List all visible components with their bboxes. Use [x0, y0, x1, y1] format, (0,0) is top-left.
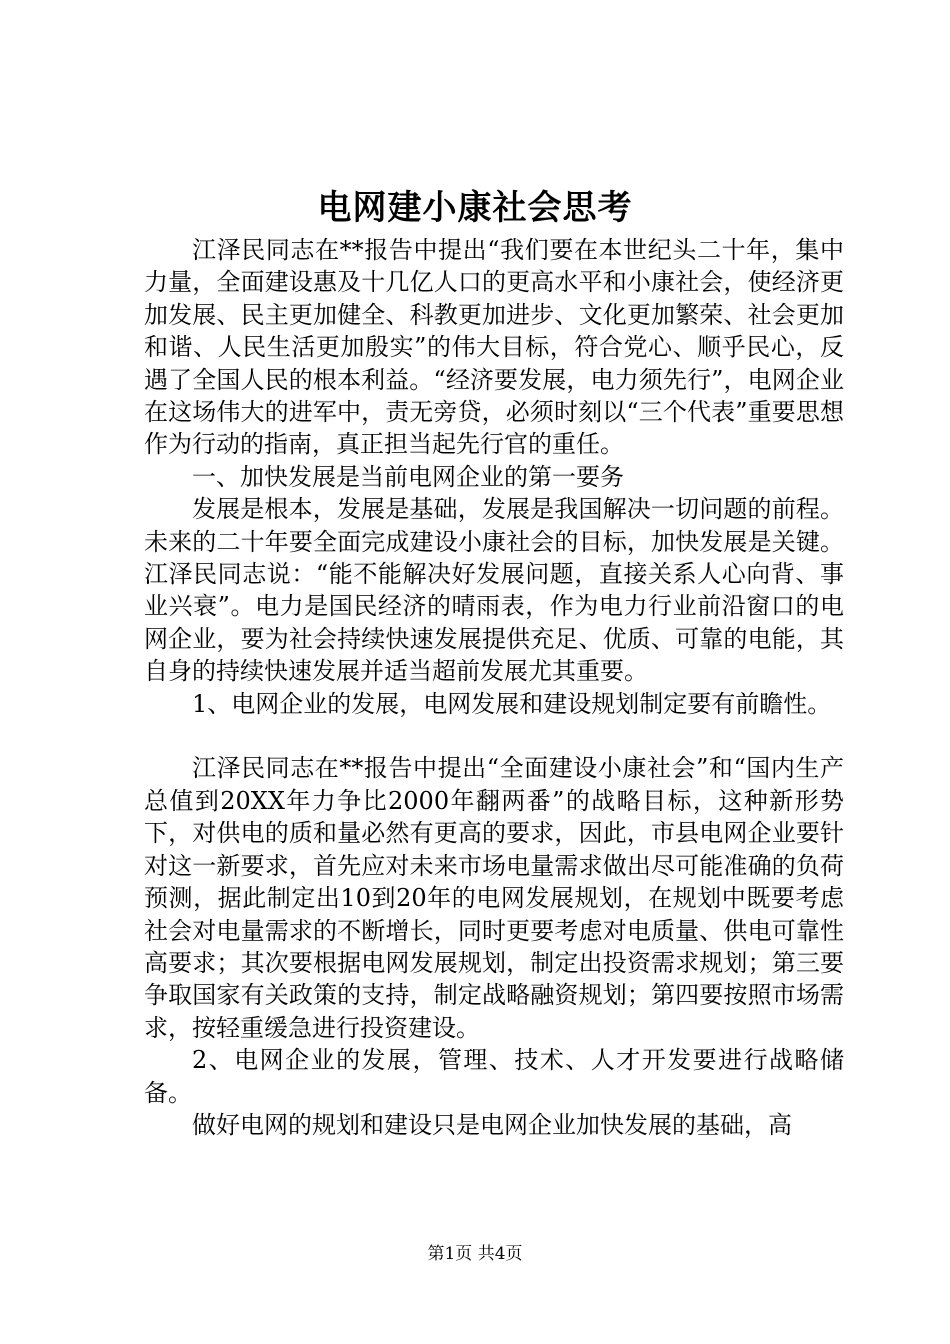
- subheading-2: 2、电网企业的发展，管理、技术、人才开发要进行战略储备。: [144, 1046, 844, 1107]
- page-number-footer: 第1页 共4页: [427, 1244, 523, 1264]
- document-title: 电网建小康社会思考: [317, 188, 633, 228]
- document-body: [144, 234, 844, 1141]
- subheading-1: 1、电网企业的发展，电网发展和建设规划制定要有前瞻性。: [192, 689, 832, 718]
- paragraph-continuation: 做好电网的规划和建设只是电网企业加快发展的基础，高: [192, 1110, 792, 1139]
- section-heading-1: 一、加快发展是当前电网企业的第一要务: [192, 462, 624, 491]
- paragraph-planning: 江泽民同志在**报告中提出“全面建设小康社会”和“国内生产总值到20XX年力争比2000年翻两番”的战略目标，这种新形势下，对供电的质和量必然有更高的要求，因此，市县电网企业要针对这一新要求，首先应对未来市场电量需求做出尽可能准确的负荷预测，据此制定出10到20年的电网发展规划，在规划中既要考虑社会对电量需求的不断增长，同时更要考虑对电质量、供电可靠性高要求；其次要根据电网发展规划，制定出投资需求规划；第三要争取国家有关政策的支持，制定战略融资规划；第四要按照市场需求，按轻重缓急进行投资建设。: [144, 754, 844, 1042]
- blank-line: [144, 720, 844, 752]
- paragraph-development: 发展是根本，发展是基础，发展是我国解决一切问题的前程。未来的二十年要全面完成建设小康社会的目标，加快发展是关键。江泽民同志说：“能不能解决好发展问题，直接关系人心向背、事业兴衰”。电力是国民经济的晴雨表，作为电力行业前沿窗口的电网企业，要为社会持续快速发展提供充足、优质、可靠的电能，其自身的持续快速发展并适当超前发展尤其重要。: [144, 495, 844, 686]
- paragraph-intro: 江泽民同志在**报告中提出“我们要在本世纪头二十年，集中力量，全面建设惠及十几亿人口的更高水平和小康社会，使经济更加发展、民主更加健全、科教更加进步、文化更加繁荣、社会更加和谐、人民生活更加殷实”的伟大目标，符合党心、顺乎民心，反遇了全国人民的根本利益。“经济要发展，电力须先行”，电网企业在这场伟大的进军中，责无旁贷，必须时刻以“三个代表”重要思想作为行动的指南，真正担当起先行官的重任。: [144, 236, 844, 459]
